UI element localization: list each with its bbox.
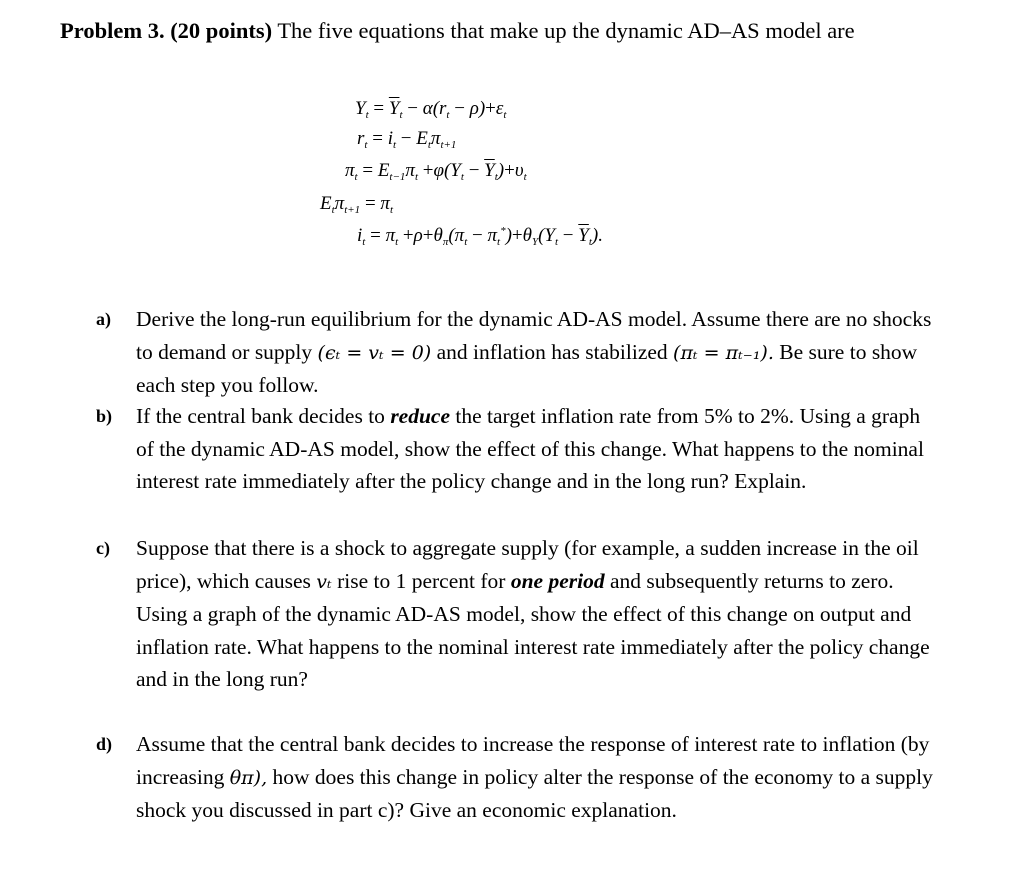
equation-adaptive-expectations: $E_t\pi_{t+1} = \pi_t$ <box>320 193 393 216</box>
part-c-math-v: vₜ <box>316 570 332 593</box>
part-a-math-shocks: (ϵₜ = vₜ = 0) <box>317 341 432 364</box>
part-b-text <box>136 400 936 498</box>
part-a-text <box>136 303 936 402</box>
part-a-text-2: and inflation has stabilized <box>436 339 668 364</box>
equation-phillips-curve: $\pi_t = E_{t-1}\pi_t +\varphi(Y_t - \overline{Y}_t)+\upsilon_t$ <box>345 160 527 183</box>
problem-label: Problem 3. (20 points) <box>60 18 273 43</box>
equation-is-curve: $Y_t = \overline{Y}_t - \alpha(r_t - \rho)+\varepsilon_t$ <box>355 98 507 121</box>
part-c-text-2: rise to 1 percent for <box>337 568 506 593</box>
problem-intro: The five equations that make up the dynamic AD–AS model are <box>277 18 855 43</box>
equation-fisher: $r_t = i_t - E_t\pi_{t+1}$ <box>357 128 457 151</box>
part-c-text <box>136 532 936 696</box>
part-d-text <box>136 728 936 827</box>
part-d-label: d) <box>96 734 113 754</box>
part-c-emphasis: one period <box>510 568 605 593</box>
part-a-label: a) <box>96 309 111 329</box>
problem-heading <box>60 18 855 44</box>
part-a-text-3: Be sure to show each step you follow. <box>136 339 918 397</box>
part-b-label: b) <box>96 406 113 426</box>
part-b-text-1: If the central bank decides to <box>136 404 385 428</box>
equation-monetary-policy-rule: $i_t = \pi_t +\rho+\theta_\pi(\pi_t - \pi_t^*)+\theta_Y(Y_t - \overline{Y}_t)$. <box>357 225 603 248</box>
part-b-text-2: the target inflation rate from 5% to 2%. Using a graph of the dynamic AD-AS model, show the effect of this change. What happens to the nominal interest rate immediately after the policy change and in the long run? Explain. <box>136 404 924 493</box>
part-a-text-1: Derive the long-run equilibrium for the dynamic AD-AS model. Assume there are no shocks to demand or supply <box>136 307 932 364</box>
part-d-math-theta: θπ), <box>229 766 268 789</box>
part-a-math-inflation: (πₜ = πₜ₋₁). <box>673 341 774 364</box>
part-b-emphasis: reduce <box>390 404 451 428</box>
part-c-text-1: Suppose that there is a shock to aggregate supply (for example, a sudden increase in the oil price), which causes <box>136 536 919 593</box>
part-c-text-3: and subsequently returns to zero. Using a graph of the dynamic AD-AS model, show the effect of this change on output and inflation rate. What happens to the nominal interest rate immediately after the policy change and in the long run? <box>136 568 930 691</box>
part-d-text-2: how does this change in policy alter the response of the economy to a supply shock you discussed in part c)? Give an economic explanation. <box>136 764 933 822</box>
part-d-text-1: Assume that the central bank decides to increase the response of interest rate to inflation (by increasing <box>136 732 930 789</box>
part-c-label: c) <box>96 538 110 558</box>
